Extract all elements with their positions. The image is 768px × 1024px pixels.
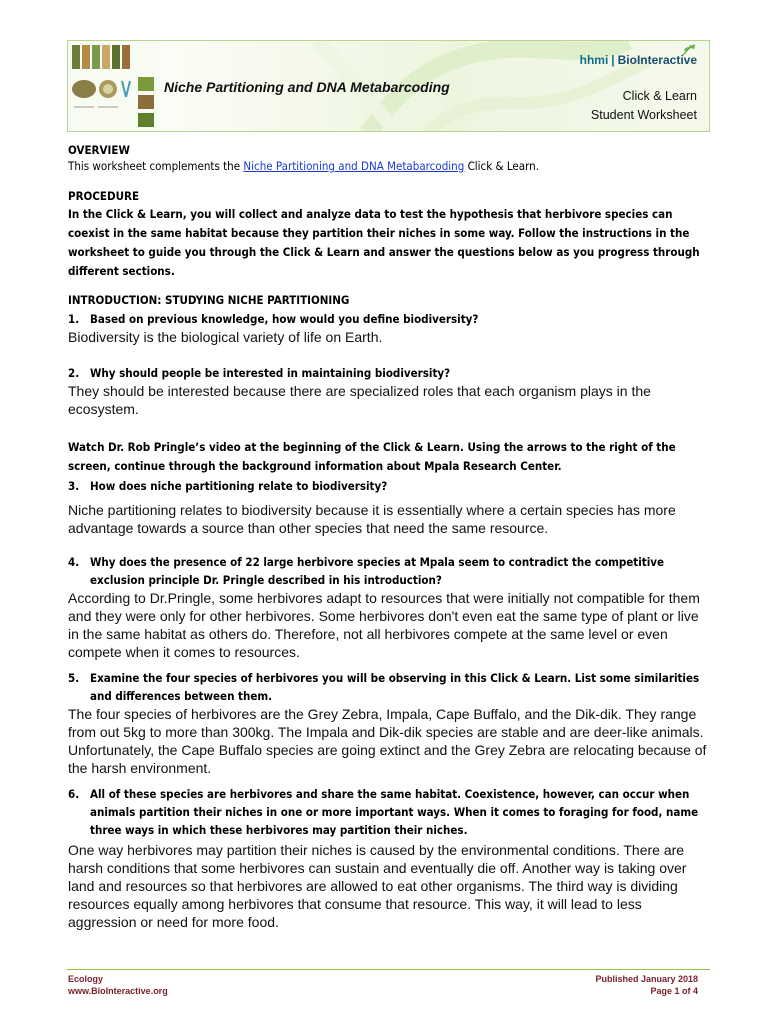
biointeractive-logo-text: BioInteractive xyxy=(617,53,697,67)
watch-video-instructions: Watch Dr. Rob Pringle’s video at the beginning of the Click & Learn. Using the arrows to the right of the screen, continue through the background information about Mpala Research Center. xyxy=(68,440,676,473)
question-number: 6. xyxy=(68,787,80,801)
answer-2: They should be interested because there are specialized roles that each organism plays in the ecosystem. xyxy=(68,383,651,417)
overview-text xyxy=(68,157,708,176)
footer-divider xyxy=(67,969,710,970)
footer-right xyxy=(595,973,698,997)
procedure-heading: PROCEDURE xyxy=(68,189,140,203)
question-text: All of these species are herbivores and share the same habitat. Coexistence, however, can occur when animals partition their niches in one or more important ways. When it comes to foraging for food, name three ways in which these herbivores may partition their niches. xyxy=(90,787,699,837)
overview-text-after: Click & Learn. xyxy=(464,159,540,173)
overview-text-before: This worksheet complements the xyxy=(68,159,244,173)
overview-heading: OVERVIEW xyxy=(68,143,130,157)
introduction-heading: INTRODUCTION: STUDYING NICHE PARTITIONING xyxy=(68,293,350,307)
question-4 xyxy=(68,553,708,589)
footer-subject: Ecology xyxy=(68,974,104,984)
answer-3: Niche partitioning relates to biodiversity because it is essentially where a certain species has more advantage towards a source than other species that need the same resource. xyxy=(68,502,676,536)
footer-published-date: Published January 2018 xyxy=(595,974,698,984)
header-subtitle-click-learn: Click & Learn xyxy=(622,89,697,103)
answer-5: The four species of herbivores are the Grey Zebra, Impala, Cape Buffalo, and the Dik-dik. They range from out 5kg to more than 300kg. The Impala and Dik-dik species are stable and are deer-like animals. Unfortunately, the Cape Buffalo species are going extinct and the Grey Zebra are relocating because of the harsh environment. xyxy=(68,706,707,776)
worksheet-body xyxy=(68,141,708,931)
question-text: Examine the four species of herbivores you will be observing in this Click & Learn. List some similarities and differences between them. xyxy=(90,671,700,703)
header-thumbnail-images xyxy=(68,41,160,132)
question-text: Why should people be interested in maintaining biodiversity? xyxy=(90,366,451,380)
question-number: 1. xyxy=(68,312,80,326)
question-5 xyxy=(68,669,708,705)
footer-left xyxy=(68,973,168,997)
click-learn-link[interactable]: Niche Partitioning and DNA Metabarcoding xyxy=(243,159,465,173)
question-text: How does niche partitioning relate to biodiversity? xyxy=(90,479,388,493)
plant-logo-icon xyxy=(681,43,697,57)
question-3 xyxy=(68,477,708,495)
worksheet-header xyxy=(67,40,710,132)
header-subtitle-worksheet: Student Worksheet xyxy=(590,108,697,122)
hhmi-logo-text: hhmi xyxy=(579,53,609,67)
question-2 xyxy=(68,364,708,382)
question-1 xyxy=(68,310,708,328)
procedure-text: In the Click & Learn, you will collect and analyze data to test the hypothesis that herbivore species can coexist in the same habitat because they partition their niches in some way. Follow the instructions in the worksheet to guide you through the Click & Learn and answer the questions below as you progress through different sections. xyxy=(68,207,700,278)
question-number: 2. xyxy=(68,366,80,380)
answer-4: According to Dr.Pringle, some herbivores adapt to resources that were initially not compatible for them and they were only for other herbivores. Some herbivores don't even eat the same type of plant or live in the same habitat as others do. Therefore, not all herbivores compete at the same level or even compete when it comes to resources. xyxy=(68,590,700,660)
question-text: Based on previous knowledge, how would you define biodiversity? xyxy=(90,312,479,326)
biointeractive-logo: hhmi | BioInteractive xyxy=(580,53,697,67)
question-text: Why does the presence of 22 large herbivore species at Mpala seem to contradict the competitive exclusion principle Dr. Pringle described in his introduction? xyxy=(90,555,665,587)
footer-page-number: Page 1 of 4 xyxy=(650,986,698,996)
question-number: 3. xyxy=(68,479,80,493)
question-number: 4. xyxy=(68,555,80,569)
footer-website: www.BioInteractive.org xyxy=(68,986,168,996)
worksheet-title: Niche Partitioning and DNA Metabarcoding xyxy=(164,79,450,95)
question-6 xyxy=(68,785,708,839)
question-number: 5. xyxy=(68,671,80,685)
answer-1: Biodiversity is the biological variety of life on Earth. xyxy=(68,329,383,345)
answer-6: One way herbivores may partition their niches is caused by the environmental conditions. There are harsh conditions that some herbivores can sustain and eventually die off. Another way is taking over land and resources so that herbivores are allowed to eat other organisms. The third way is dividing resources equally among herbivores that consume that resource. This way, it will lead to less aggression or need for more food. xyxy=(68,842,687,930)
